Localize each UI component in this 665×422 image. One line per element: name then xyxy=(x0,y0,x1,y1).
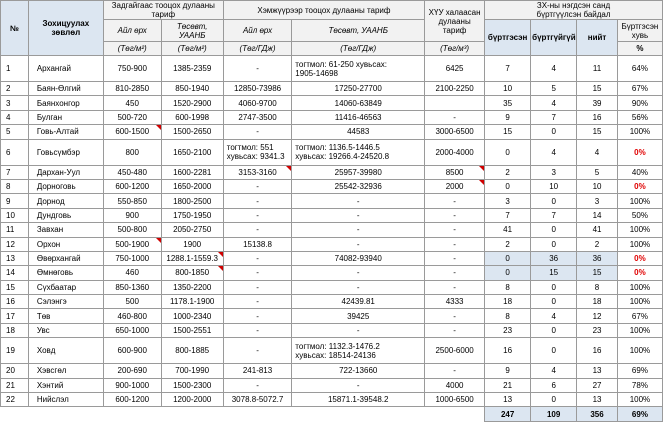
registered-pct: 67% xyxy=(617,82,662,96)
household-meter-tariff: - xyxy=(223,295,292,309)
hot-water-tariff: - xyxy=(425,309,485,323)
registered-count: 35 xyxy=(485,96,531,110)
total-count: 15 xyxy=(577,82,618,96)
hot-water-tariff: 2100-2250 xyxy=(425,82,485,96)
org-stove-tariff: 1600-2281 xyxy=(161,165,223,179)
hot-water-tariff: 6425 xyxy=(425,56,485,82)
org-stove-tariff: 1650-2100 xyxy=(161,139,223,165)
row-number: 16 xyxy=(1,295,29,309)
region-name: Өвөрхангай xyxy=(28,251,103,265)
household-meter-tariff: 3078.8-5072.7 xyxy=(223,393,292,407)
total-count: 3 xyxy=(577,194,618,208)
registered-count: 21 xyxy=(485,378,531,392)
household-meter-tariff: 241-813 xyxy=(223,364,292,378)
hot-water-tariff: - xyxy=(425,110,485,124)
table-row xyxy=(1,295,663,309)
org-stove-tariff: 850-1940 xyxy=(161,82,223,96)
total-count: 356 xyxy=(577,407,618,421)
table-row xyxy=(1,179,663,193)
hot-water-tariff: 3000-6500 xyxy=(425,125,485,139)
org-meter-tariff: тогтмол: 61-250 хувьсах: 1905-14698 xyxy=(292,56,425,82)
registered-count: 7 xyxy=(485,208,531,222)
total-count: 41 xyxy=(577,223,618,237)
total-count: 16 xyxy=(577,338,618,364)
household-stove-tariff: 850-1360 xyxy=(103,280,161,294)
hot-water-tariff: - xyxy=(425,237,485,251)
total-count: 15 xyxy=(577,125,618,139)
registered-pct: 64% xyxy=(617,56,662,82)
unregistered-count: 4 xyxy=(531,309,577,323)
org-meter-tariff: - xyxy=(292,194,425,208)
table-row xyxy=(1,280,663,294)
unregistered-count: 4 xyxy=(531,56,577,82)
household-meter-tariff: 2747-3500 xyxy=(223,110,292,124)
household-stove-tariff: 550-850 xyxy=(103,194,161,208)
header-registered: бүртгэсэн xyxy=(485,20,531,56)
org-meter-tariff: 11416-46563 xyxy=(292,110,425,124)
org-meter-tariff: - xyxy=(292,378,425,392)
table-row xyxy=(1,223,663,237)
unregistered-count: 0 xyxy=(531,194,577,208)
table-row xyxy=(1,208,663,222)
registered-count: 8 xyxy=(485,309,531,323)
region-name: Говь-Алтай xyxy=(28,125,103,139)
registered-pct: 0% xyxy=(617,139,662,165)
total-pct: 69% xyxy=(617,407,662,421)
total-count: 11 xyxy=(577,56,618,82)
org-stove-tariff: 600-1998 xyxy=(161,110,223,124)
row-number: 7 xyxy=(1,165,29,179)
row-number: 1 xyxy=(1,56,29,82)
unregistered-count: 7 xyxy=(531,208,577,222)
household-stove-tariff: 200-690 xyxy=(103,364,161,378)
household-meter-tariff: - xyxy=(223,266,292,280)
registered-pct: 100% xyxy=(617,280,662,294)
total-count: 39 xyxy=(577,96,618,110)
household-stove-tariff: 460 xyxy=(103,266,161,280)
row-number: 4 xyxy=(1,110,29,124)
header-total: нийт xyxy=(577,20,618,56)
registered-pct: 40% xyxy=(617,165,662,179)
household-meter-tariff: - xyxy=(223,280,292,294)
org-meter-tariff: - xyxy=(292,237,425,251)
hot-water-tariff: - xyxy=(425,208,485,222)
header-no: № xyxy=(1,1,29,56)
region-name: Завхан xyxy=(28,223,103,237)
total-count: 27 xyxy=(577,378,618,392)
row-number: 18 xyxy=(1,323,29,337)
registered-count: 13 xyxy=(485,393,531,407)
hot-water-tariff: 1000-6500 xyxy=(425,393,485,407)
row-number: 14 xyxy=(1,266,29,280)
hot-water-tariff: - xyxy=(425,223,485,237)
header-reg-pct: Бүртгэсэн хувь xyxy=(617,20,662,42)
org-stove-tariff: 1350-2200 xyxy=(161,280,223,294)
org-meter-tariff: 15871.1-39548.2 xyxy=(292,393,425,407)
table-row xyxy=(1,139,663,165)
header-stove-tariff: Задгайгаас тооцох дулааны тариф xyxy=(103,1,223,20)
row-number: 6 xyxy=(1,139,29,165)
org-meter-tariff: 17250-27700 xyxy=(292,82,425,96)
table-row xyxy=(1,364,663,378)
total-count: 12 xyxy=(577,309,618,323)
row-number: 17 xyxy=(1,309,29,323)
registered-pct: 100% xyxy=(617,223,662,237)
region-name: Булган xyxy=(28,110,103,124)
registered-count: 10 xyxy=(485,82,531,96)
registered-count: 18 xyxy=(485,295,531,309)
household-stove-tariff: 450 xyxy=(103,96,161,110)
totals-spacer xyxy=(1,407,485,421)
total-count: 36 xyxy=(577,251,618,265)
hot-water-tariff: 2500-6000 xyxy=(425,338,485,364)
table-row xyxy=(1,309,663,323)
table-row xyxy=(1,338,663,364)
region-name: Архангай xyxy=(28,56,103,82)
row-number: 12 xyxy=(1,237,29,251)
row-number: 22 xyxy=(1,393,29,407)
header-household-2: Айл өрх xyxy=(223,20,292,42)
household-stove-tariff: 900 xyxy=(103,208,161,222)
table-row xyxy=(1,82,663,96)
region-name: Ховд xyxy=(28,338,103,364)
registered-pct: 100% xyxy=(617,194,662,208)
hot-water-tariff: - xyxy=(425,364,485,378)
org-stove-tariff: 1650-2000 xyxy=(161,179,223,193)
region-name: Баян-Өлгий xyxy=(28,82,103,96)
unregistered-count: 0 xyxy=(531,125,577,139)
hot-water-tariff: 4333 xyxy=(425,295,485,309)
org-meter-tariff: - xyxy=(292,266,425,280)
household-meter-tariff: 3153-3160 xyxy=(223,165,292,179)
row-number: 20 xyxy=(1,364,29,378)
registered-count: 7 xyxy=(485,56,531,82)
unregistered-count: 0 xyxy=(531,338,577,364)
registered-pct: 56% xyxy=(617,110,662,124)
header-org: Төсөвт, УААНБ xyxy=(161,20,223,42)
hot-water-tariff: 8500 xyxy=(425,165,485,179)
org-stove-tariff: 1178.1-1900 xyxy=(161,295,223,309)
region-name: Нийслэл xyxy=(28,393,103,407)
unit-org: (Төг/м²) xyxy=(161,42,223,56)
unregistered-count: 0 xyxy=(531,237,577,251)
hot-water-tariff: - xyxy=(425,251,485,265)
unit-household-2: (Төг/ГДж) xyxy=(223,42,292,56)
org-meter-tariff: 722-13660 xyxy=(292,364,425,378)
unregistered-count: 36 xyxy=(531,251,577,265)
header-meter-tariff: Хэмжүүрээр тооцох дулааны тариф xyxy=(223,1,424,20)
registered-count: 3 xyxy=(485,194,531,208)
org-meter-tariff: 25542-32936 xyxy=(292,179,425,193)
unregistered-count: 0 xyxy=(531,280,577,294)
unregistered-count: 3 xyxy=(531,165,577,179)
unregistered-count: 4 xyxy=(531,139,577,165)
header-hot-water-tariff: ХҮУ халаасан дулааны тариф xyxy=(425,1,485,42)
table-row xyxy=(1,56,663,82)
registered-pct: 67% xyxy=(617,309,662,323)
registered-pct: 50% xyxy=(617,208,662,222)
org-meter-tariff: тогтмол: 1136.5-1446.5 хувьсах: 19266.4-24520.8 xyxy=(292,139,425,165)
org-stove-tariff: 1000-2340 xyxy=(161,309,223,323)
unregistered-count: 0 xyxy=(531,393,577,407)
hot-water-tariff xyxy=(425,96,485,110)
household-stove-tariff: 600-1500 xyxy=(103,125,161,139)
org-meter-tariff: 74082-93940 xyxy=(292,251,425,265)
org-stove-tariff: 2050-2750 xyxy=(161,223,223,237)
household-stove-tariff: 800 xyxy=(103,139,161,165)
org-meter-tariff: 25957-39980 xyxy=(292,165,425,179)
registered-pct: 100% xyxy=(617,338,662,364)
region-name: Төв xyxy=(28,309,103,323)
region-name: Сүхбаатар xyxy=(28,280,103,294)
registered-count: 16 xyxy=(485,338,531,364)
household-meter-tariff: - xyxy=(223,125,292,139)
total-registered: 247 xyxy=(485,407,531,421)
total-count: 16 xyxy=(577,110,618,124)
registered-pct: 0% xyxy=(617,179,662,193)
registered-pct: 0% xyxy=(617,251,662,265)
header-registration-status: ЗХ-ны нэгдсэн санд бүртгүүлсэн байдал xyxy=(485,1,663,20)
total-count: 13 xyxy=(577,393,618,407)
household-stove-tariff: 500-720 xyxy=(103,110,161,124)
row-number: 2 xyxy=(1,82,29,96)
region-name: Хэнтий xyxy=(28,378,103,392)
row-number: 8 xyxy=(1,179,29,193)
total-count: 23 xyxy=(577,323,618,337)
org-meter-tariff: - xyxy=(292,280,425,294)
row-number: 5 xyxy=(1,125,29,139)
region-name: Өмнөговь xyxy=(28,266,103,280)
total-count: 15 xyxy=(577,266,618,280)
household-stove-tariff: 500-1900 xyxy=(103,237,161,251)
region-name: Дорноговь xyxy=(28,179,103,193)
hot-water-tariff: - xyxy=(425,266,485,280)
row-number: 10 xyxy=(1,208,29,222)
org-stove-tariff: 1500-2300 xyxy=(161,378,223,392)
org-meter-tariff: 39425 xyxy=(292,309,425,323)
org-stove-tariff: 700-1990 xyxy=(161,364,223,378)
region-name: Дархан-Уул xyxy=(28,165,103,179)
household-stove-tariff: 450-480 xyxy=(103,165,161,179)
unregistered-count: 5 xyxy=(531,82,577,96)
org-stove-tariff: 1750-1950 xyxy=(161,208,223,222)
org-meter-tariff: - xyxy=(292,208,425,222)
unregistered-count: 7 xyxy=(531,110,577,124)
registered-pct: 90% xyxy=(617,96,662,110)
unregistered-count: 0 xyxy=(531,323,577,337)
org-stove-tariff: 1500-2551 xyxy=(161,323,223,337)
hot-water-tariff: 2000-4000 xyxy=(425,139,485,165)
header-region: Зохицуулах зөвлөл xyxy=(28,1,103,56)
region-name: Дорнод xyxy=(28,194,103,208)
household-stove-tariff: 500 xyxy=(103,295,161,309)
table-row xyxy=(1,251,663,265)
table-row xyxy=(1,237,663,251)
region-name: Хэвсгөл xyxy=(28,364,103,378)
household-meter-tariff: - xyxy=(223,194,292,208)
region-name: Орхон xyxy=(28,237,103,251)
total-unregistered: 109 xyxy=(531,407,577,421)
totals-row xyxy=(1,407,663,421)
household-meter-tariff: 15138.8 xyxy=(223,237,292,251)
row-number: 9 xyxy=(1,194,29,208)
household-meter-tariff: - xyxy=(223,378,292,392)
registered-count: 2 xyxy=(485,165,531,179)
hot-water-tariff: 2000 xyxy=(425,179,485,193)
row-number: 11 xyxy=(1,223,29,237)
row-number: 15 xyxy=(1,280,29,294)
org-stove-tariff: 1520-2900 xyxy=(161,96,223,110)
org-meter-tariff: 14060-63849 xyxy=(292,96,425,110)
table-row xyxy=(1,96,663,110)
registered-count: 0 xyxy=(485,139,531,165)
org-stove-tariff: 1385-2359 xyxy=(161,56,223,82)
household-meter-tariff: - xyxy=(223,251,292,265)
household-stove-tariff: 810-2850 xyxy=(103,82,161,96)
unregistered-count: 4 xyxy=(531,364,577,378)
region-name: Увс xyxy=(28,323,103,337)
household-meter-tariff: - xyxy=(223,179,292,193)
region-name: Сэлэнгэ xyxy=(28,295,103,309)
total-count: 4 xyxy=(577,139,618,165)
household-meter-tariff: 12850-73986 xyxy=(223,82,292,96)
household-meter-tariff: - xyxy=(223,223,292,237)
registered-pct: 100% xyxy=(617,393,662,407)
header-unregistered: бүртгүйгүй xyxy=(531,20,577,56)
org-stove-tariff: 1800-2500 xyxy=(161,194,223,208)
header-household: Айл өрх xyxy=(103,20,161,42)
household-stove-tariff: 600-1200 xyxy=(103,393,161,407)
org-meter-tariff: 44583 xyxy=(292,125,425,139)
registered-pct: 100% xyxy=(617,323,662,337)
household-stove-tariff: 900-1000 xyxy=(103,378,161,392)
unit-hot-water: (Төг/м³) xyxy=(425,42,485,56)
registered-pct: 100% xyxy=(617,237,662,251)
household-meter-tariff: - xyxy=(223,309,292,323)
table-row xyxy=(1,378,663,392)
registered-count: 41 xyxy=(485,223,531,237)
household-meter-tariff: - xyxy=(223,208,292,222)
table-body xyxy=(1,56,663,407)
org-meter-tariff: - xyxy=(292,223,425,237)
registered-pct: 100% xyxy=(617,295,662,309)
household-meter-tariff: - xyxy=(223,338,292,364)
region-name: Говьсүмбэр xyxy=(28,139,103,165)
org-stove-tariff: 1288.1-1559.3 xyxy=(161,251,223,265)
header-org-2: Төсөвт, УААНБ xyxy=(292,20,425,42)
household-meter-tariff: тогтмол: 551 хувьсах: 9341.3 xyxy=(223,139,292,165)
household-stove-tariff: 750-900 xyxy=(103,56,161,82)
registered-count: 8 xyxy=(485,280,531,294)
registered-count: 0 xyxy=(485,179,531,193)
unregistered-count: 6 xyxy=(531,378,577,392)
unregistered-count: 0 xyxy=(531,223,577,237)
total-count: 5 xyxy=(577,165,618,179)
household-meter-tariff: - xyxy=(223,56,292,82)
org-meter-tariff: тогтмол: 1132.3-1476.2 хувьсах: 18514-24136 xyxy=(292,338,425,364)
registered-pct: 0% xyxy=(617,266,662,280)
row-number: 3 xyxy=(1,96,29,110)
registered-count: 9 xyxy=(485,110,531,124)
table-row xyxy=(1,393,663,407)
household-meter-tariff: - xyxy=(223,323,292,337)
org-stove-tariff: 800-1850 xyxy=(161,266,223,280)
row-number: 21 xyxy=(1,378,29,392)
region-name: Баянхонгор xyxy=(28,96,103,110)
unit-org-2: (Төг/ГДж) xyxy=(292,42,425,56)
registered-pct: 100% xyxy=(617,125,662,139)
unregistered-count: 10 xyxy=(531,179,577,193)
unregistered-count: 0 xyxy=(531,295,577,309)
unregistered-count: 4 xyxy=(531,96,577,110)
total-count: 8 xyxy=(577,280,618,294)
total-count: 2 xyxy=(577,237,618,251)
row-number: 13 xyxy=(1,251,29,265)
registered-pct: 69% xyxy=(617,364,662,378)
table-row xyxy=(1,266,663,280)
registered-count: 0 xyxy=(485,266,531,280)
household-stove-tariff: 600-1200 xyxy=(103,179,161,193)
hot-water-tariff: - xyxy=(425,323,485,337)
org-meter-tariff: 42439.81 xyxy=(292,295,425,309)
table-row xyxy=(1,323,663,337)
region-name: Дундговь xyxy=(28,208,103,222)
household-stove-tariff: 500-800 xyxy=(103,223,161,237)
unit-pct: % xyxy=(617,42,662,56)
table-row xyxy=(1,194,663,208)
total-count: 14 xyxy=(577,208,618,222)
total-count: 10 xyxy=(577,179,618,193)
total-count: 13 xyxy=(577,364,618,378)
household-meter-tariff: 4060-9700 xyxy=(223,96,292,110)
org-stove-tariff: 800-1885 xyxy=(161,338,223,364)
table-row xyxy=(1,125,663,139)
org-stove-tariff: 1500-2650 xyxy=(161,125,223,139)
hot-water-tariff: - xyxy=(425,280,485,294)
org-stove-tariff: 1200-2000 xyxy=(161,393,223,407)
org-meter-tariff: - xyxy=(292,323,425,337)
total-count: 18 xyxy=(577,295,618,309)
registered-count: 0 xyxy=(485,251,531,265)
unit-household: (Төг/м²) xyxy=(103,42,161,56)
table-row xyxy=(1,110,663,124)
row-number: 19 xyxy=(1,338,29,364)
registered-count: 2 xyxy=(485,237,531,251)
household-stove-tariff: 650-1000 xyxy=(103,323,161,337)
household-stove-tariff: 750-1000 xyxy=(103,251,161,265)
household-stove-tariff: 460-800 xyxy=(103,309,161,323)
registered-count: 9 xyxy=(485,364,531,378)
registered-count: 15 xyxy=(485,125,531,139)
registered-count: 23 xyxy=(485,323,531,337)
hot-water-tariff: 4000 xyxy=(425,378,485,392)
registered-pct: 78% xyxy=(617,378,662,392)
unregistered-count: 15 xyxy=(531,266,577,280)
household-stove-tariff: 600-900 xyxy=(103,338,161,364)
table-row xyxy=(1,165,663,179)
hot-water-tariff: - xyxy=(425,194,485,208)
org-stove-tariff: 1900 xyxy=(161,237,223,251)
